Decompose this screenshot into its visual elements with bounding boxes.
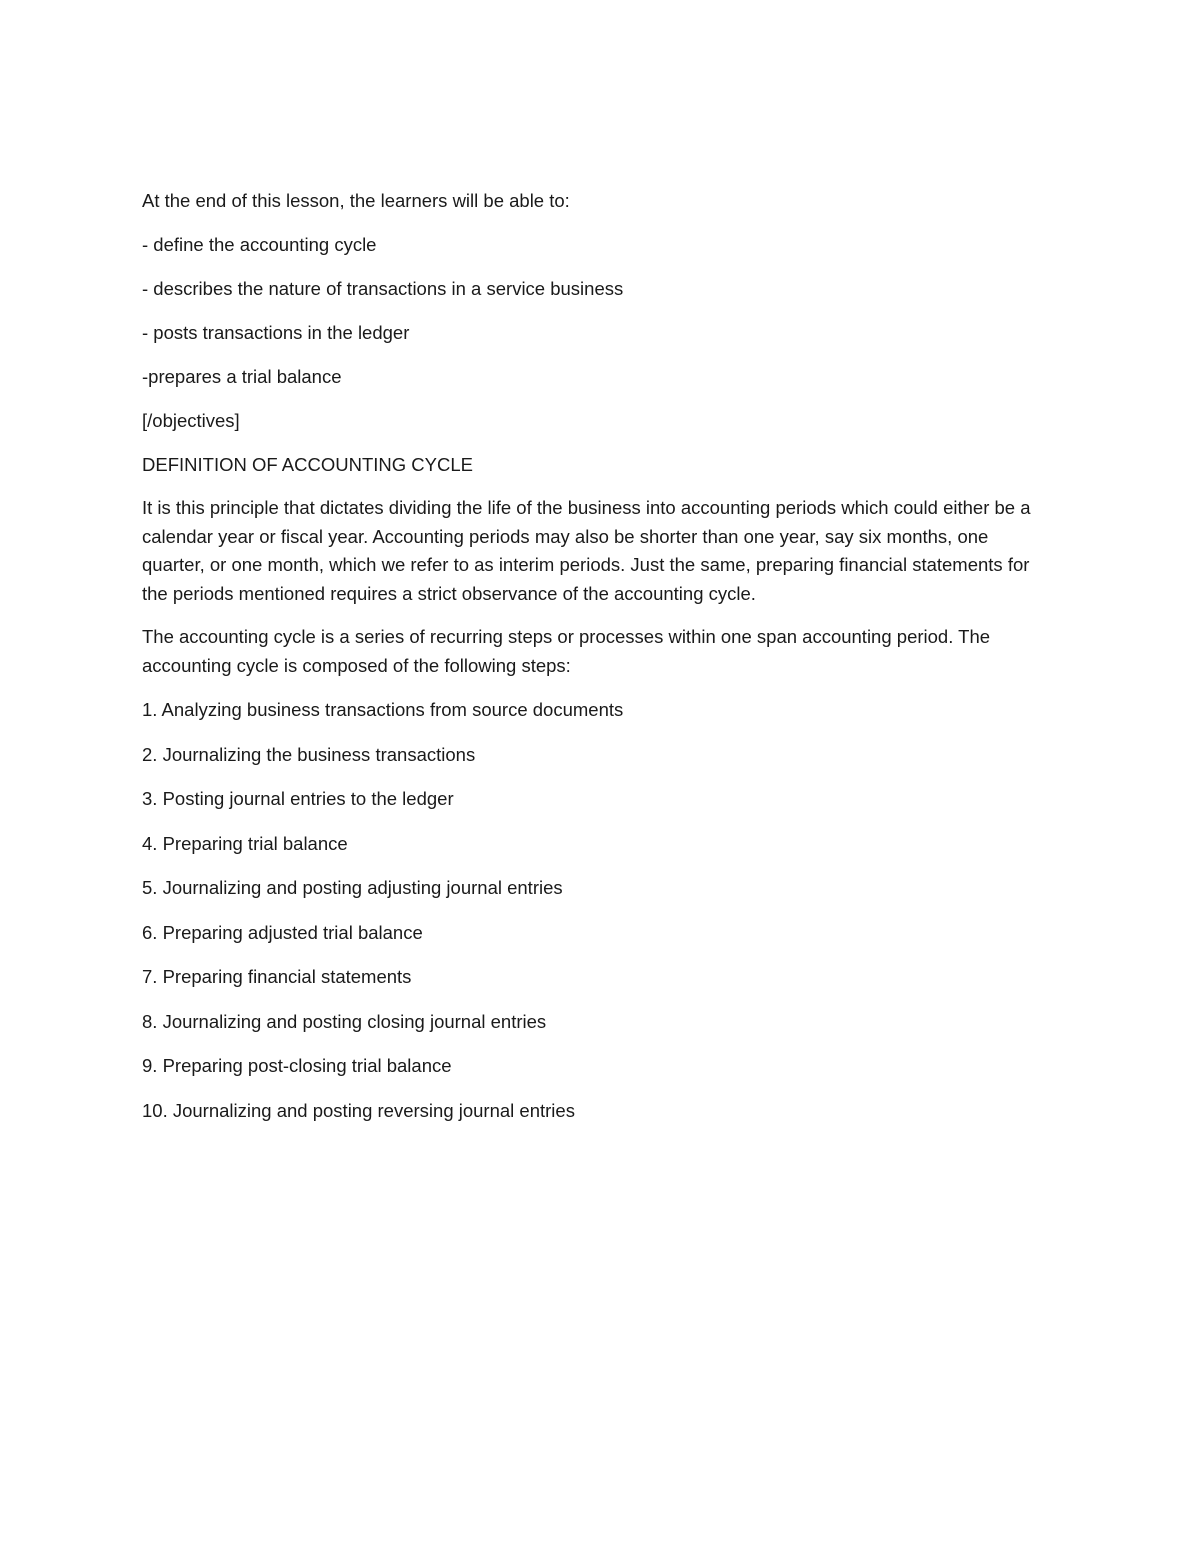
- step-item: 2. Journalizing the business transactions: [142, 743, 476, 765]
- definition-paragraph: It is this principle that dictates dividing the life of the business into accounting periods which could either be a calendar year or fiscal year. Accounting periods may also be shorter than one year, say six months, one quarter, or one month, which we refer to as interim periods. Just the same, preparing financial statements for the periods mentioned requires a strict observance of the accounting cycle.: [142, 497, 1031, 604]
- cycle-intro-paragraph: The accounting cycle is a series of recurring steps or processes within one span accounting period. The accounting cycle is composed of the following steps:: [142, 626, 991, 676]
- step-item: 3. Posting journal entries to the ledger: [142, 788, 454, 809]
- document-body: [142, 186, 1052, 1140]
- section-heading: DEFINITION OF ACCOUNTING CYCLE: [142, 454, 473, 475]
- step-item: 5. Journalizing and posting adjusting journal entries: [142, 877, 563, 898]
- step-item: 9. Preparing post-closing trial balance: [142, 1055, 452, 1076]
- objective-item: -prepares a trial balance: [142, 366, 342, 387]
- objective-item: - describes the nature of transactions in a service business: [142, 278, 624, 299]
- step-item: 7. Preparing financial statements: [142, 966, 412, 987]
- step-item: 4. Preparing trial balance: [142, 832, 348, 854]
- intro-text: At the end of this lesson, the learners will be able to:: [142, 190, 570, 211]
- step-item: 10. Journalizing and posting reversing journal entries: [142, 1099, 575, 1121]
- steps-list: [142, 695, 1052, 1125]
- step-item: 1. Analyzing business transactions from source documents: [142, 699, 624, 720]
- objectives-close-tag: [/objectives]: [142, 410, 240, 431]
- objective-item: - define the accounting cycle: [142, 234, 377, 255]
- step-item: 8. Journalizing and posting closing journal entries: [142, 1010, 547, 1032]
- step-item: 6. Preparing adjusted trial balance: [142, 921, 423, 943]
- objective-item: - posts transactions in the ledger: [142, 322, 410, 343]
